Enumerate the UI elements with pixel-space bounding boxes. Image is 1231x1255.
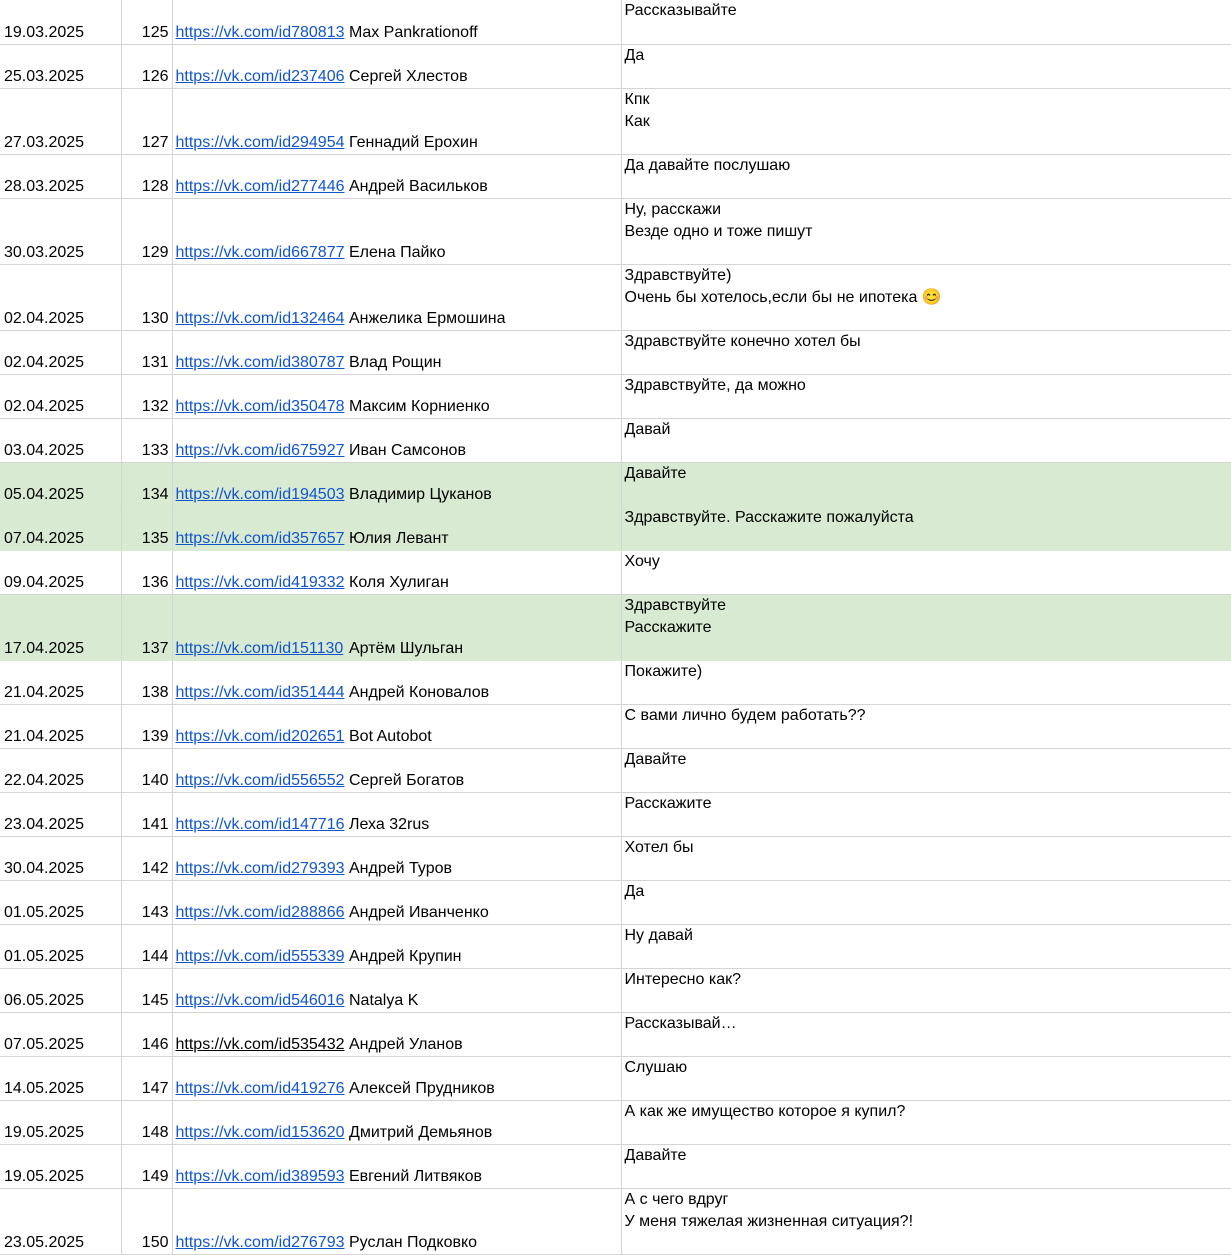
message-cell[interactable] [621,1056,1231,1100]
profile-link[interactable]: https://vk.com/id202651 [175,727,345,745]
message-line: У меня тяжелая жизненная ситуация?! [624,1212,914,1230]
date-cell[interactable]: 23.05.2025 [0,1188,121,1254]
link-cell[interactable] [172,594,347,660]
number-cell[interactable]: 145 [121,968,172,1012]
table-row [0,330,1231,374]
message-cell[interactable] [621,462,1231,506]
number-cell[interactable]: 137 [121,594,172,660]
profile-link[interactable]: https://vk.com/id555339 [175,947,345,965]
number-cell[interactable]: 133 [121,418,172,462]
table-row [0,968,1231,1012]
date-cell[interactable]: 21.04.2025 [0,660,121,704]
table-row [0,1100,1231,1144]
name-cell[interactable]: Сергей Хлестов [347,44,621,88]
message-cell[interactable] [621,748,1231,792]
date-cell[interactable]: 07.04.2025 [0,506,121,550]
name-cell[interactable]: Сергей Богатов [347,748,621,792]
link-cell[interactable] [172,0,347,44]
profile-link[interactable]: https://vk.com/id357657 [175,529,345,547]
message-cell[interactable] [621,506,1231,550]
table-row [0,748,1231,792]
message-cell[interactable] [621,330,1231,374]
message-line: Хочу [624,552,660,570]
message-line: Здравствуйте [624,596,727,614]
message-line: Слушаю [624,1058,688,1076]
date-cell[interactable]: 06.05.2025 [0,968,121,1012]
date-cell[interactable]: 22.04.2025 [0,748,121,792]
profile-link[interactable]: https://vk.com/id556552 [175,771,345,789]
number-cell[interactable]: 132 [121,374,172,418]
table-row [0,792,1231,836]
date-cell[interactable]: 01.05.2025 [0,880,121,924]
number-cell[interactable]: 125 [121,0,172,44]
message-cell[interactable] [621,1012,1231,1056]
link-cell[interactable] [172,1012,347,1056]
number-cell[interactable]: 141 [121,792,172,836]
date-cell[interactable]: 19.05.2025 [0,1144,121,1188]
name-cell[interactable]: Анжелика Ермошина [347,264,621,330]
table-row [0,44,1231,88]
number-cell[interactable]: 149 [121,1144,172,1188]
message-cell[interactable] [621,836,1231,880]
message-line: Как [624,112,650,130]
name-cell[interactable]: Андрей Коновалов [347,660,621,704]
table-row [0,594,1231,660]
name-cell[interactable]: Андрей Васильков [347,154,621,198]
message-line: Рассказывайте [624,2,737,19]
name-cell[interactable]: Евгений Литвяков [347,1144,621,1188]
message-cell[interactable] [621,88,1231,154]
profile-link[interactable]: https://vk.com/id288866 [175,903,345,921]
link-cell[interactable] [172,1188,347,1254]
profile-link[interactable]: https://vk.com/id279393 [175,859,345,877]
number-cell[interactable]: 128 [121,154,172,198]
message-cell[interactable] [621,264,1231,330]
message-cell[interactable] [621,418,1231,462]
message-line: Хотел бы [624,838,694,856]
link-cell[interactable] [172,1100,347,1144]
link-cell[interactable] [172,792,347,836]
message-cell[interactable] [621,1144,1231,1188]
message-line: Интересно как? [624,970,742,988]
table-row [0,198,1231,264]
table-row [0,1012,1231,1056]
table-row [0,462,1231,506]
date-cell[interactable]: 28.03.2025 [0,154,121,198]
message-cell[interactable] [621,1100,1231,1144]
name-cell[interactable]: Елена Пайко [347,198,621,264]
table-row [0,0,1231,44]
profile-link[interactable]: https://vk.com/id237406 [175,67,345,85]
profile-link[interactable]: https://vk.com/id667877 [175,243,345,261]
table-row [0,264,1231,330]
date-cell[interactable]: 27.03.2025 [0,88,121,154]
date-cell[interactable]: 02.04.2025 [0,330,121,374]
message-line: Давайте [624,1146,687,1164]
name-cell[interactable]: Руслан Подковко [347,1188,621,1254]
number-cell[interactable]: 144 [121,924,172,968]
number-cell[interactable]: 139 [121,704,172,748]
message-line: Покажите) [624,662,703,680]
message-line: А как же имущество которое я купил? [624,1102,906,1120]
link-cell[interactable] [172,1144,347,1188]
message-line: А с чего вдруг [624,1190,729,1208]
link-cell[interactable] [172,550,347,594]
profile-link[interactable]: https://vk.com/id153620 [175,1123,345,1141]
number-cell[interactable]: 129 [121,198,172,264]
date-cell[interactable]: 01.05.2025 [0,924,121,968]
message-cell[interactable] [621,44,1231,88]
table-row [0,374,1231,418]
link-cell[interactable] [172,418,347,462]
profile-link[interactable]: https://vk.com/id546016 [175,991,345,1009]
message-cell[interactable] [621,374,1231,418]
number-cell[interactable]: 147 [121,1056,172,1100]
link-cell[interactable] [172,836,347,880]
date-cell[interactable]: 25.03.2025 [0,44,121,88]
link-cell[interactable] [172,374,347,418]
table-row [0,418,1231,462]
number-cell[interactable]: 146 [121,1012,172,1056]
message-line: Ну, расскажи [624,200,722,218]
table-row [0,88,1231,154]
message-cell[interactable] [621,704,1231,748]
date-cell[interactable]: 19.05.2025 [0,1100,121,1144]
profile-link[interactable]: https://vk.com/id277446 [175,177,345,195]
link-cell[interactable] [172,506,347,550]
link-cell[interactable] [172,1056,347,1100]
message-line: Давайте [624,464,687,482]
message-cell[interactable] [621,1188,1231,1254]
link-cell[interactable] [172,704,347,748]
message-line: Ну давай [624,926,693,944]
message-line: С вами лично будем работать?? [624,706,866,724]
link-cell[interactable] [172,264,347,330]
profile-link[interactable]: https://vk.com/id380787 [175,353,345,371]
number-cell[interactable]: 142 [121,836,172,880]
profile-link[interactable]: https://vk.com/id350478 [175,397,345,415]
message-line: Расскажите [624,618,712,636]
profile-link[interactable]: https://vk.com/id389593 [175,1167,345,1185]
date-cell[interactable]: 21.04.2025 [0,704,121,748]
message-line: Здравствуйте) [624,266,732,284]
table-row [0,704,1231,748]
date-cell[interactable]: 05.04.2025 [0,462,121,506]
table-row [0,506,1231,550]
date-cell[interactable]: 30.04.2025 [0,836,121,880]
message-cell[interactable] [621,594,1231,660]
table-row [0,550,1231,594]
name-cell[interactable]: Алексей Прудников [347,1056,621,1100]
number-cell[interactable]: 150 [121,1188,172,1254]
message-cell[interactable] [621,660,1231,704]
date-cell[interactable]: 17.04.2025 [0,594,121,660]
name-cell[interactable]: Владимир Цуканов [347,462,621,506]
profile-link[interactable]: https://vk.com/id276793 [175,1233,345,1251]
table-row [0,1144,1231,1188]
link-cell[interactable] [172,88,347,154]
message-cell[interactable] [621,792,1231,836]
name-cell[interactable]: Леха 32rus [347,792,621,836]
link-cell[interactable] [172,330,347,374]
date-cell[interactable]: 02.04.2025 [0,374,121,418]
date-cell[interactable]: 30.03.2025 [0,198,121,264]
message-line: Давайте [624,750,687,768]
number-cell[interactable]: 127 [121,88,172,154]
message-line: Здравствуйте. Расскажите пожалуйста [624,508,914,526]
number-cell[interactable]: 136 [121,550,172,594]
profile-link[interactable]: https://vk.com/id351444 [175,683,345,701]
name-cell[interactable]: Bot Autobot [347,704,621,748]
message-line: Кпк [624,90,650,108]
number-cell[interactable]: 130 [121,264,172,330]
message-cell[interactable] [621,0,1231,44]
link-cell[interactable] [172,154,347,198]
message-cell[interactable] [621,198,1231,264]
date-cell[interactable]: 02.04.2025 [0,264,121,330]
name-cell[interactable]: Геннадий Ерохин [347,88,621,154]
message-cell[interactable] [621,154,1231,198]
name-cell[interactable]: Максим Корниенко [347,374,621,418]
number-cell[interactable]: 131 [121,330,172,374]
profile-link[interactable]: https://vk.com/id780813 [175,23,345,41]
table-row [0,880,1231,924]
link-cell[interactable] [172,924,347,968]
message-line: Давай [624,420,671,438]
date-cell[interactable]: 19.03.2025 [0,0,121,44]
table-row [0,836,1231,880]
table-row [0,154,1231,198]
link-cell[interactable] [172,198,347,264]
number-cell[interactable]: 138 [121,660,172,704]
profile-link[interactable]: https://vk.com/id535432 [175,1035,345,1053]
profile-link[interactable]: https://vk.com/id147716 [175,815,345,833]
date-cell[interactable]: 07.05.2025 [0,1012,121,1056]
message-cell[interactable] [621,968,1231,1012]
link-cell[interactable] [172,880,347,924]
profile-link[interactable]: https://vk.com/id675927 [175,441,345,459]
name-cell[interactable]: Дмитрий Демьянов [347,1100,621,1144]
number-cell[interactable]: 126 [121,44,172,88]
name-cell[interactable]: Андрей Крупин [347,924,621,968]
date-cell[interactable]: 03.04.2025 [0,418,121,462]
number-cell[interactable]: 135 [121,506,172,550]
name-cell[interactable]: Max Pankrationoff [347,0,621,44]
name-cell[interactable]: Коля Хулиган [347,550,621,594]
profile-link[interactable]: https://vk.com/id194503 [175,485,345,503]
name-cell[interactable]: Андрей Иванченко [347,880,621,924]
link-cell[interactable] [172,44,347,88]
profile-link[interactable]: https://vk.com/id419276 [175,1079,345,1097]
link-cell[interactable] [172,748,347,792]
date-cell[interactable]: 23.04.2025 [0,792,121,836]
profile-link[interactable]: https://vk.com/id151130 [175,639,344,657]
message-line: Да [624,882,645,900]
message-line: Да давайте послушаю [624,156,791,174]
name-cell[interactable]: Иван Самсонов [347,418,621,462]
message-line: Здравствуйте конечно хотел бы [624,332,861,350]
profile-link[interactable]: https://vk.com/id132464 [175,309,345,327]
name-cell[interactable]: Андрей Туров [347,836,621,880]
message-line: Здравствуйте, да можно [624,376,806,394]
table-row [0,1188,1231,1254]
profile-link[interactable]: https://vk.com/id419332 [175,573,345,591]
message-cell[interactable] [621,880,1231,924]
number-cell[interactable]: 143 [121,880,172,924]
table-row [0,1056,1231,1100]
message-cell[interactable] [621,550,1231,594]
profile-link[interactable]: https://vk.com/id294954 [175,133,345,151]
name-cell[interactable]: Андрей Уланов [347,1012,621,1056]
table-row [0,660,1231,704]
table-row [0,924,1231,968]
message-line: Рассказывай… [624,1014,737,1032]
number-cell[interactable]: 140 [121,748,172,792]
message-line: Расскажите [624,794,712,812]
date-cell[interactable]: 09.04.2025 [0,550,121,594]
link-cell[interactable] [172,660,347,704]
link-cell[interactable] [172,968,347,1012]
name-cell[interactable]: Артём Шульган [347,594,621,660]
number-cell[interactable]: 148 [121,1100,172,1144]
date-cell[interactable]: 14.05.2025 [0,1056,121,1100]
name-cell[interactable]: Natalya K [347,968,621,1012]
link-cell[interactable] [172,462,347,506]
message-cell[interactable] [621,924,1231,968]
number-cell[interactable]: 134 [121,462,172,506]
name-cell[interactable]: Юлия Левант [347,506,621,550]
message-line: Да [624,46,645,64]
message-line: Очень бы хотелось,если бы не ипотека 😊 [624,288,942,306]
name-cell[interactable]: Влад Рощин [347,330,621,374]
message-line: Везде одно и тоже пишут [624,222,813,240]
